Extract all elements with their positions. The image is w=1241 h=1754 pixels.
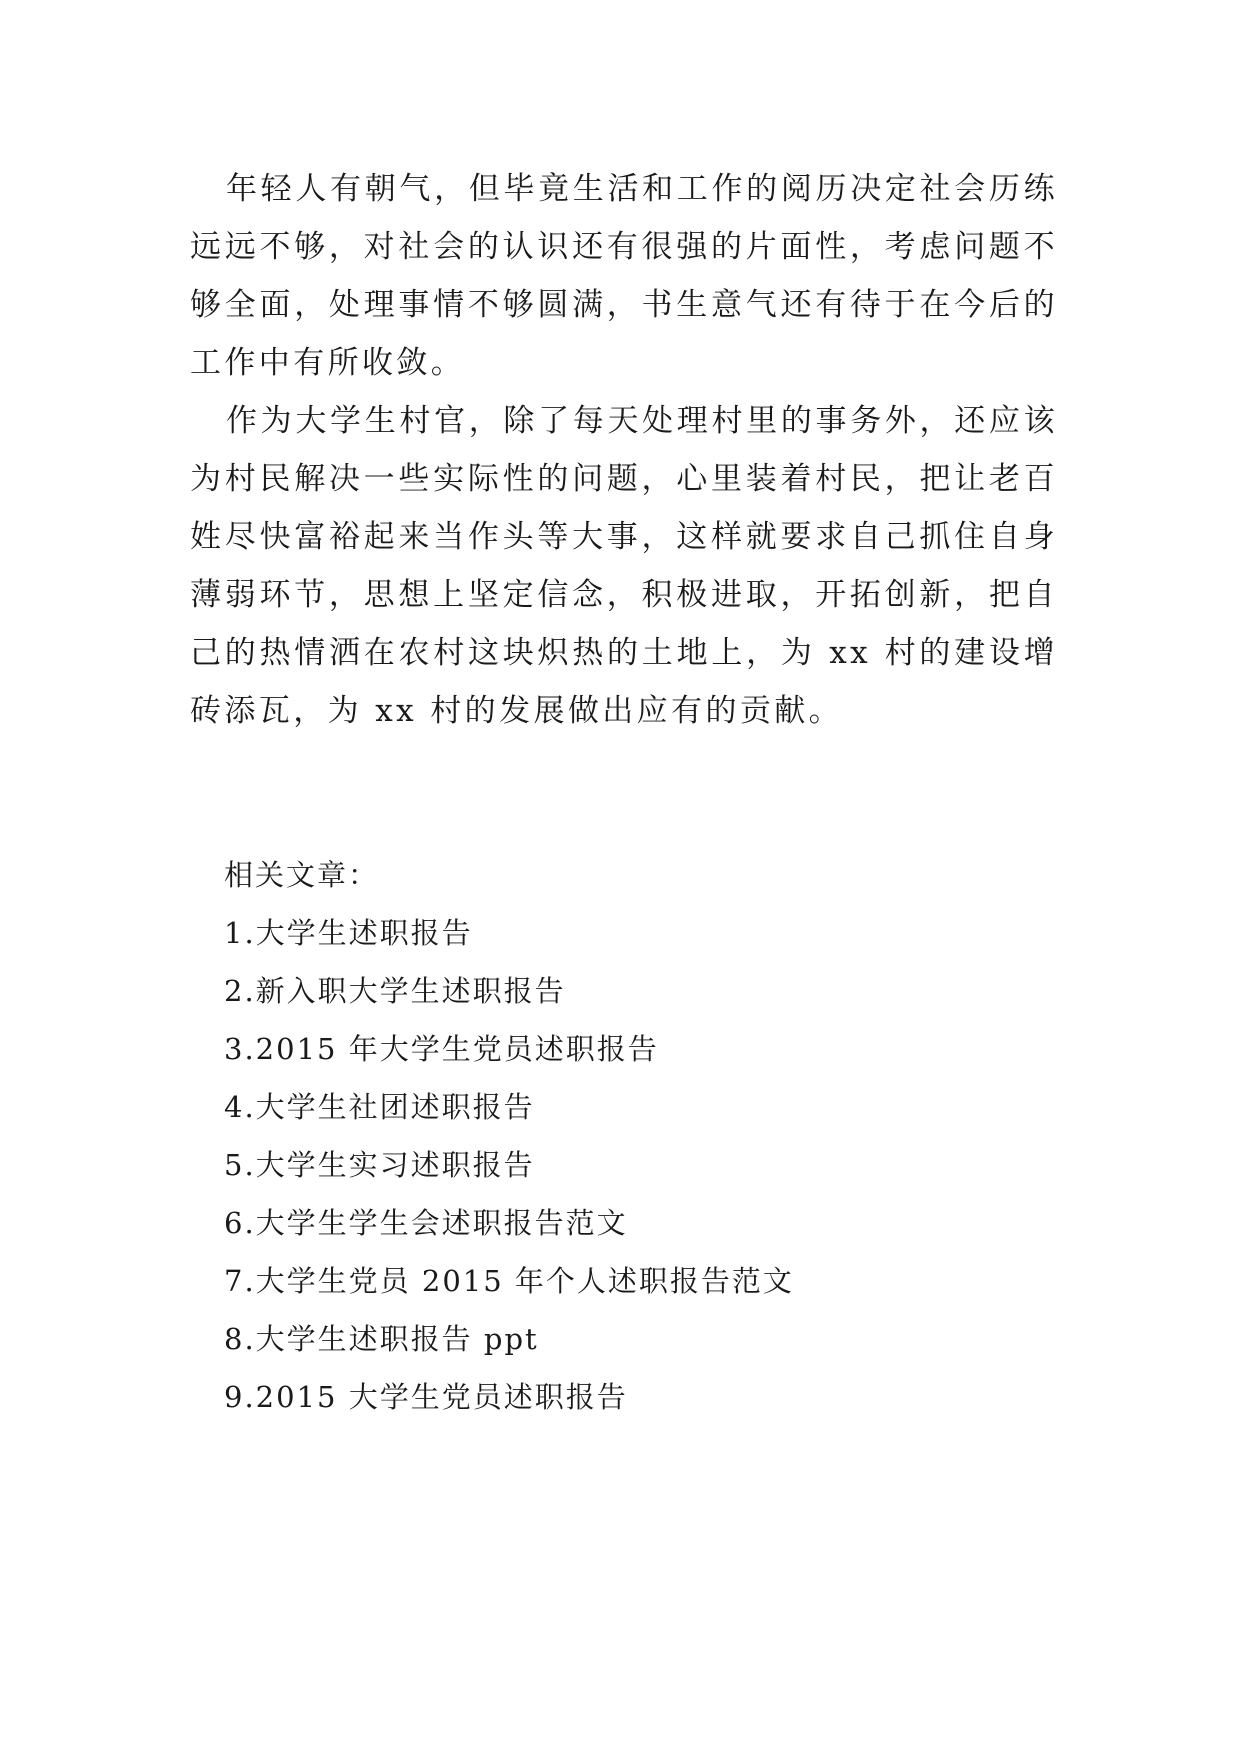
- related-article-link[interactable]: 3.2015 年大学生党员述职报告: [224, 1032, 659, 1066]
- related-article-link[interactable]: 5.大学生实习述职报告: [224, 1148, 535, 1182]
- related-articles: [224, 846, 1044, 1426]
- related-article-link[interactable]: 6.大学生学生会述职报告范文: [224, 1206, 628, 1240]
- paragraph: 年轻人有朝气，但毕竟生活和工作的阅历决定社会历练远远不够，对社会的认识还有很强的片面性，考虑问题不够全面，处理事情不够圆满，书生意气还有待于在今后的工作中有所收敛。: [190, 171, 1058, 381]
- related-articles-list: [224, 904, 1044, 1426]
- body-text: [190, 160, 1058, 740]
- related-article-link[interactable]: 1.大学生述职报告: [224, 916, 473, 950]
- related-article-link[interactable]: 7.大学生党员 2015 年个人述职报告范文: [224, 1264, 794, 1298]
- related-article-link[interactable]: 2.新入职大学生述职报告: [224, 974, 566, 1008]
- paragraph: 作为大学生村官，除了每天处理村里的事务外，还应该为村民解决一些实际性的问题，心里装着村民，把让老百姓尽快富裕起来当作头等大事，这样就要求自己抓住自身薄弱环节，思想上坚定信念，积极进取，开拓创新，把自己的热情洒在农村这块炽热的土地上，为 xx 村的建设增砖添瓦，为 xx 村的发展做出应有的贡献。: [190, 403, 1058, 729]
- related-article-link[interactable]: 4.大学生社团述职报告: [224, 1090, 535, 1124]
- related-articles-heading: 相关文章：: [224, 858, 380, 892]
- related-article-link[interactable]: 8.大学生述职报告 ppt: [224, 1322, 539, 1356]
- related-article-link[interactable]: 9.2015 大学生党员述职报告: [224, 1380, 628, 1414]
